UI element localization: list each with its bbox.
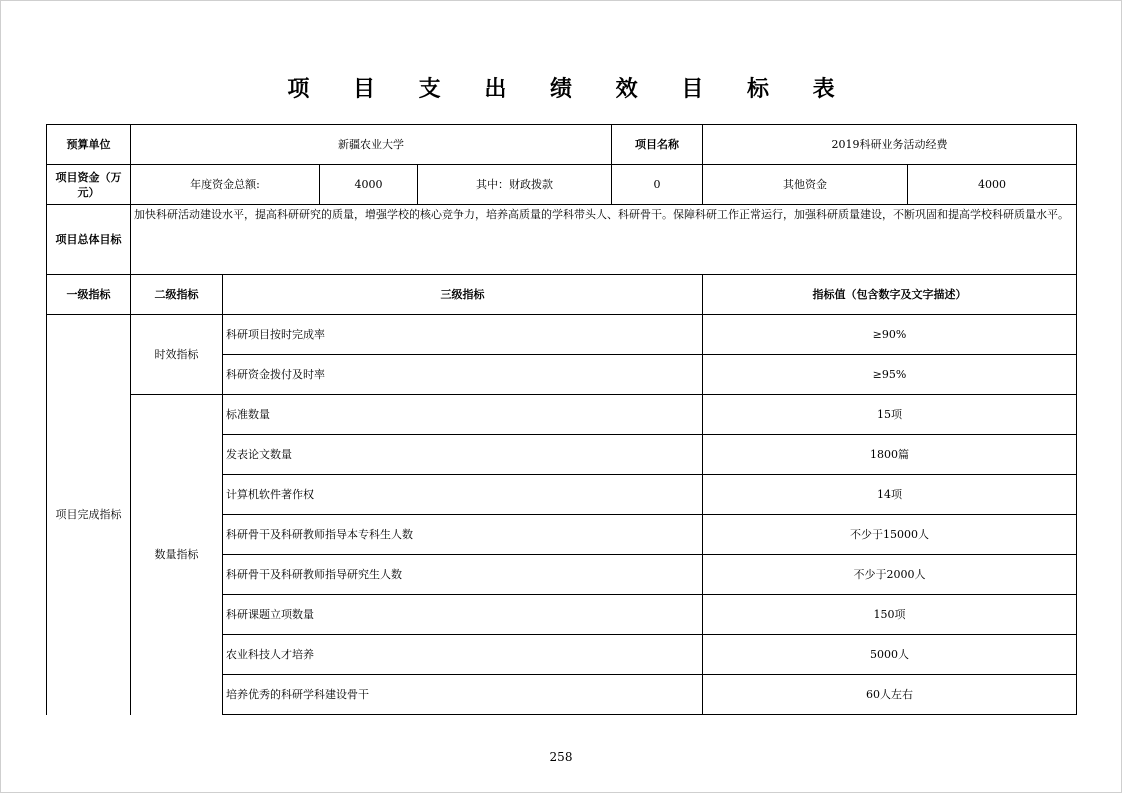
funds-total-value: 4000: [320, 165, 418, 205]
funds-other-label: 其他资金: [703, 165, 908, 205]
indicator-value-cell: ≥95%: [703, 355, 1077, 395]
level3-indicator-cell: 发表论文数量: [223, 435, 703, 475]
indicator-value-cell: 150项: [703, 595, 1077, 635]
level3-indicator-cell: 科研骨干及科研教师指导本专科生人数: [223, 515, 703, 555]
level2-indicator-cell: 时效指标: [131, 315, 223, 395]
column-header-row: [47, 275, 1077, 315]
funds-label: 项目资金（万元）: [47, 165, 131, 205]
level2-indicator-cell: 数量指标: [131, 395, 223, 715]
budget-unit-label: 预算单位: [47, 125, 131, 165]
performance-target-table: [46, 124, 1077, 715]
table-row: [47, 395, 1077, 435]
level3-indicator-cell: 农业科技人才培养: [223, 635, 703, 675]
column-header-level2: 二级指标: [131, 275, 223, 315]
level3-indicator-cell: 科研项目按时完成率: [223, 315, 703, 355]
funds-total-label: 年度资金总额:: [131, 165, 320, 205]
level3-indicator-cell: 标准数量: [223, 395, 703, 435]
indicator-value-cell: 5000人: [703, 635, 1077, 675]
level3-indicator-cell: 计算机软件著作权: [223, 475, 703, 515]
indicator-value-cell: ≥90%: [703, 315, 1077, 355]
project-name-value: 2019科研业务活动经费: [703, 125, 1077, 165]
level3-indicator-cell: 科研骨干及科研教师指导研究生人数: [223, 555, 703, 595]
project-name-label: 项目名称: [612, 125, 703, 165]
level3-indicator-cell: 培养优秀的科研学科建设骨干: [223, 675, 703, 715]
level1-indicator-cell: 项目完成指标: [47, 315, 131, 715]
level3-indicator-cell: 科研资金拨付及时率: [223, 355, 703, 395]
header-row: [47, 125, 1077, 165]
goal-row: [47, 205, 1077, 275]
funds-other-value: 4000: [908, 165, 1077, 205]
funds-row: [47, 165, 1077, 205]
indicator-value-cell: 15项: [703, 395, 1077, 435]
level3-indicator-cell: 科研课题立项数量: [223, 595, 703, 635]
budget-unit-value: 新疆农业大学: [131, 125, 612, 165]
goal-text: 加快科研活动建设水平，提高科研研究的质量，增强学校的核心竞争力，培养高质量的学科带头人、科研骨干。保障科研工作正常运行，加强科研质量建设，不断巩固和提高学校科研质量水平。: [131, 205, 1077, 275]
indicator-value-cell: 14项: [703, 475, 1077, 515]
table-row: [47, 315, 1077, 355]
column-header-level1: 一级指标: [47, 275, 131, 315]
indicator-value-cell: 不少于2000人: [703, 555, 1077, 595]
goal-label: 项目总体目标: [47, 205, 131, 275]
page-title: 项 目 支 出 绩 效 目 标 表: [287, 76, 853, 102]
indicator-value-cell: 1800篇: [703, 435, 1077, 475]
funds-fiscal-label: 其中：财政拨款: [418, 165, 612, 205]
indicator-value-cell: 不少于15000人: [703, 515, 1077, 555]
funds-fiscal-value: 0: [612, 165, 703, 205]
indicator-value-cell: 60人左右: [703, 675, 1077, 715]
page-number: 258: [549, 750, 573, 764]
column-header-value: 指标值（包含数字及文字描述）: [703, 275, 1077, 315]
column-header-level3: 三级指标: [223, 275, 703, 315]
